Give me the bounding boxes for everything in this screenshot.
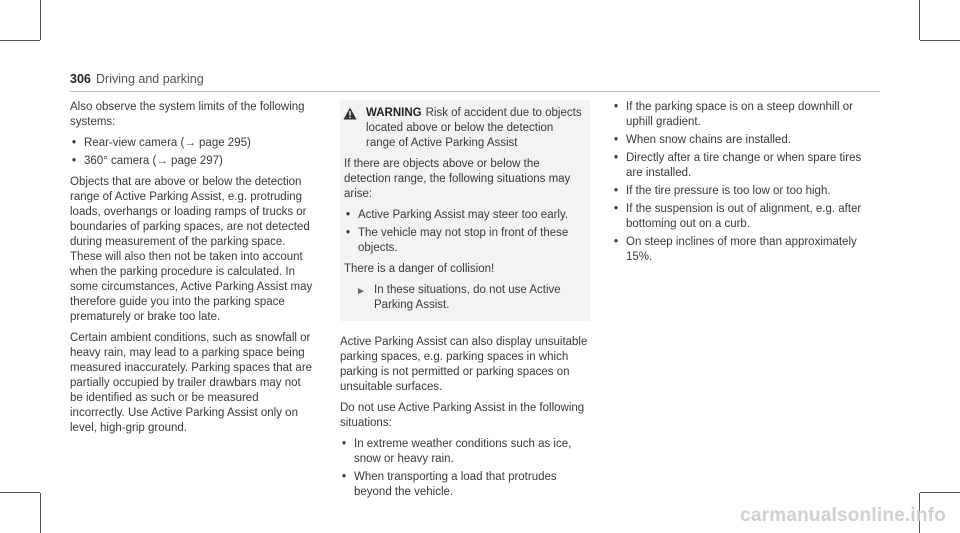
list-item [70,154,315,169]
list-item-text: Active Parking Assist may steer too early. [358,209,569,221]
bullet-icon: • [614,203,619,215]
list-item [340,470,590,500]
column-left [70,100,315,442]
list-item-text: If the tire pressure is too low or too high. [626,185,831,197]
crop-mark-br-h [920,492,960,493]
system-link[interactable]: 360° camera (→ page 297) [84,155,223,167]
action-step [344,283,582,313]
bullet-icon: • [614,152,619,164]
bullet-icon: • [346,209,351,221]
column-right [612,100,867,271]
list-item [612,202,867,232]
paragraph: Objects that are above or below the detection range of Active Parking Assist, e.g. protruding loads, overhangs or loading ramps of trucks or boundaries of parking spaces, are not detected during measurement of the parking space. These will also then not be taken into account when the parking procedure is calculated. In some circumstances, Active Parking Assist may therefore guide you into the parking space prematurely or brake too late. [70,176,313,323]
list-item-text: In extreme weather conditions such as ice, snow or heavy rain. [354,438,572,465]
list-item [612,151,867,181]
list-item-text: The vehicle may not stop in front of these objects. [358,227,569,254]
paragraph: Do not use Active Parking Assist in the following situations: [340,402,585,429]
bullet-icon: • [72,137,77,149]
warning-list [344,208,582,256]
situations-list-continued [612,100,867,265]
bullet-icon: • [72,155,77,167]
warning-box [340,100,590,321]
crop-mark-tr-h [920,40,960,41]
warning-body [340,157,582,313]
column-middle [340,100,590,506]
bullet-icon: • [342,471,347,483]
action-arrow-icon: ► [356,286,366,297]
list-item-text: On steep inclines of more than approximately 15%. [626,236,857,263]
list-item [340,437,590,467]
list-item [612,133,867,148]
header-divider [70,91,880,92]
list-item [344,226,582,256]
crop-mark-tl-h [0,40,40,41]
list-item [612,184,867,199]
bullet-icon: • [614,101,619,113]
paragraph: Certain ambient conditions, such as snowfall or heavy rain, may lead to a parking space being measured inaccurately. Parking spaces that are partially occupied by trailer drawbars may not be identified as such or be measured incorrectly. Use Active Parking Assist only on level, high-grip ground. [70,332,313,434]
situations-list [340,437,590,500]
bullet-icon: • [614,236,619,248]
list-item-text: When snow chains are installed. [626,134,791,146]
bullet-icon: • [614,185,619,197]
crop-mark-bl-h [0,492,40,493]
list-item [344,208,582,223]
watermark: carmanualsonline.info [740,505,946,526]
list-item-text: If the parking space is on a steep downhill or uphill gradient. [626,101,853,128]
crop-mark-bl-v [40,493,41,533]
system-link[interactable]: Rear-view camera (→ page 295) [84,137,251,149]
warning-triangle-icon [342,106,358,151]
crop-mark-tl-v [40,0,41,40]
list-item [612,235,867,265]
page-number: 306 [70,72,91,86]
action-text: In these situations, do not use Active Parking Assist. [374,284,561,311]
list-item-text: If the suspension is out of alignment, e.g. after bottoming out on a curb. [626,203,862,230]
bullet-icon: • [346,227,351,239]
crop-mark-tr-v [919,0,920,40]
section-title: Driving and parking [96,72,204,86]
bullet-icon: • [342,438,347,450]
page-header [70,72,880,92]
intro-text: Also observe the system limits of the following systems: [70,101,305,128]
paragraph: Active Parking Assist can also display unsuitable parking spaces, e.g. parking spaces in which parking is not permitted or parking spaces on unsuitable surfaces. [340,336,588,393]
warning-label: WARNING [366,107,422,119]
list-item-text: Directly after a tire change or when spare tires are installed. [626,152,862,179]
warning-header [340,106,582,151]
warning-text: If there are objects above or below the detection range, the following situations may arise: [344,158,571,200]
systems-list [70,136,315,169]
list-item [70,136,315,151]
bullet-icon: • [614,134,619,146]
list-item [612,100,867,130]
danger-text: There is a danger of collision! [344,263,495,275]
warning-title: Risk of accident due to objects located above or below the detection range of Active Parking Assist [366,107,582,149]
list-item-text: When transporting a load that protrudes beyond the vehicle. [354,471,557,498]
